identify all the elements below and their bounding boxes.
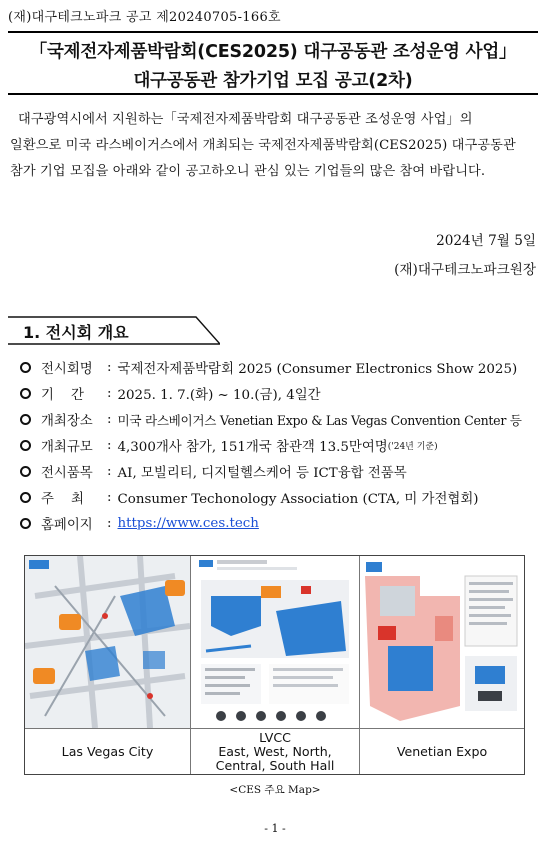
section-title: 1. 전시회 개요: [23, 323, 129, 342]
title-box: [8, 31, 538, 95]
circle-bullet-icon: [20, 388, 31, 399]
intro-paragraph: [10, 107, 540, 185]
venetian-expo-map: [360, 556, 524, 728]
circle-bullet-icon: [20, 414, 31, 425]
item-value: AI, 모빌리티, 디지털헬스케어 등 ICT융합 전품목: [117, 465, 407, 481]
notice-date: 2024년 7월 5일: [436, 233, 536, 249]
item-label: 홈페이지: [41, 517, 93, 533]
page-number: - 1 -: [264, 822, 286, 835]
item-label: 전시회명: [41, 361, 93, 377]
circle-bullet-icon: [20, 466, 31, 477]
intro-line: 일환으로 미국 라스베이거스에서 개최되는 국제전자제품박람회(CES2025) 대구공동관: [10, 138, 516, 153]
list-item: 기 간 : 2025. 1. 7.(화) ~ 10.(금), 4일간: [20, 380, 545, 406]
item-label: 개최규모: [41, 439, 93, 455]
figure-caption: <CES 주요 Map>: [229, 784, 321, 796]
item-label: 개최장소: [41, 413, 93, 429]
notice-number: (재)대구테크노파크 공고 제20240705-166호: [8, 10, 281, 25]
map-caption: Venetian Expo: [360, 728, 524, 774]
circle-bullet-icon: [20, 362, 31, 373]
item-note: ('24년 기준): [387, 441, 438, 452]
lvcc-map: [191, 556, 359, 728]
ces-map-figure: [24, 555, 525, 775]
item-value: Consumer Techonology Association (CTA, 미 가전협회): [117, 491, 479, 507]
circle-bullet-icon: [20, 492, 31, 503]
list-item: 전시품목 : AI, 모빌리티, 디지털헬스케어 등 ICT융합 전품목: [20, 458, 545, 484]
las-vegas-city-map: [25, 556, 190, 728]
item-value: 4,300개사 참가, 151개국 참관객 13.5만여명: [117, 439, 388, 455]
item-label: 주 최: [41, 491, 84, 507]
item-label: 전시품목: [41, 465, 93, 481]
homepage-link[interactable]: https://www.ces.tech: [117, 515, 259, 531]
item-value: 2025. 1. 7.(화) ~ 10.(금), 4일간: [117, 387, 321, 403]
list-item: 전시회명 : 국제전자제품박람회 2025 (Consumer Electronics Show 2025): [20, 354, 545, 380]
intro-line: 참가 기업 모집을 아래와 같이 공고하오니 관심 있는 기업들의 많은 참여 바랍니다.: [10, 164, 486, 179]
circle-bullet-icon: [20, 518, 31, 529]
list-item: 주 최 : Consumer Techonology Association (CTA, 미 가전협회): [20, 484, 545, 510]
map-caption: Las Vegas City: [25, 728, 190, 774]
list-item: 개최장소 : 미국 라스베이거스 Venetian Expo & Las Vegas Convention Center 등: [20, 406, 545, 432]
list-item: 개최규모 : 4,300개사 참가, 151개국 참관객 13.5만여명 ('24년 기준): [20, 432, 545, 458]
item-value: 미국 라스베이거스 Venetian Expo & Las Vegas Convention Center 등: [117, 412, 522, 428]
organization-name: (재)대구테크노파크원장: [394, 262, 536, 278]
circle-bullet-icon: [20, 440, 31, 451]
intro-line: 대구광역시에서 지원하는「국제전자제품박람회 대구공동관 조성운영 사업」의: [18, 112, 473, 127]
item-label: 기 간: [41, 387, 84, 403]
map-caption: LVCC East, West, North, Central, South Hall: [191, 728, 359, 774]
item-value: 국제전자제품박람회 2025 (Consumer Electronics Show 2025): [117, 361, 518, 377]
title-line-2: 대구공동관 참가기업 모집 공고(2차): [133, 71, 413, 91]
title-line-1: 「국제전자제품박람회(CES2025) 대구공동관 조성운영 사업」: [29, 42, 517, 62]
list-item: 홈페이지 : https://www.ces.tech: [20, 510, 545, 536]
overview-list: [20, 354, 545, 536]
section-header: [8, 315, 220, 345]
